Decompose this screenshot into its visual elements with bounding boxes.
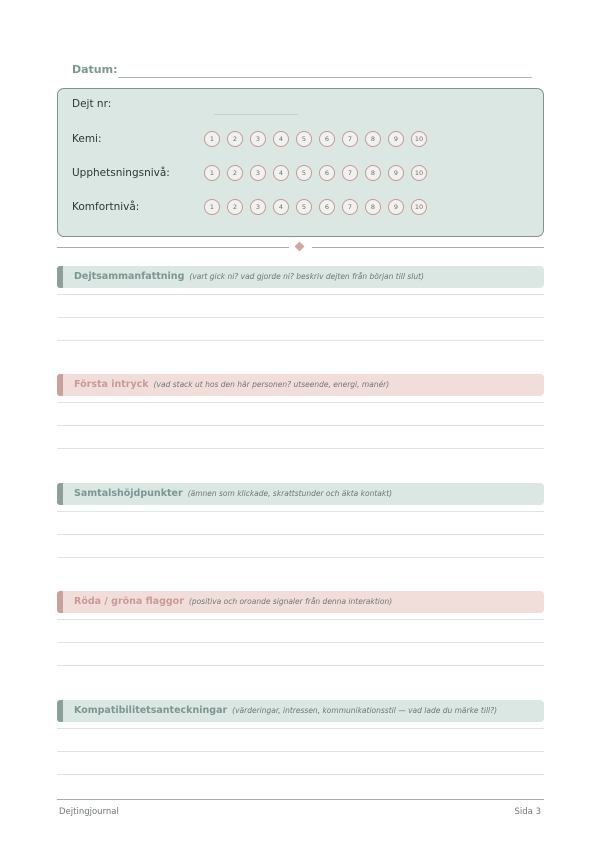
rating-option-8[interactable]: 8 (365, 199, 381, 215)
section-accent-bar (57, 591, 63, 613)
write-line[interactable] (57, 665, 544, 666)
divider-line-left (57, 247, 289, 248)
section-hint: (positiva och oroande signaler från denna interaktion) (188, 597, 393, 606)
section-hint: (vart gick ni? vad gjorde ni? beskriv dejten från början till slut) (189, 272, 424, 281)
write-line[interactable] (57, 294, 544, 295)
write-line[interactable] (57, 402, 544, 403)
rating-option-6[interactable]: 6 (319, 199, 335, 215)
section-compatibility-notes (57, 700, 544, 722)
write-line[interactable] (57, 534, 544, 535)
section-title-wrap (74, 379, 389, 390)
diamond-icon (295, 242, 305, 252)
date-info-panel (57, 88, 544, 237)
section-header (57, 483, 544, 505)
date-row (72, 63, 532, 79)
rating-option-5[interactable]: 5 (296, 165, 312, 181)
section-hint: (ämnen som klickade, skrattstunder och äkta kontakt) (187, 489, 393, 498)
section-title: Dejtsammanfattning (74, 271, 185, 282)
date-write-line[interactable] (118, 77, 532, 78)
section-title-wrap (74, 271, 424, 282)
section-accent-bar (57, 700, 63, 722)
write-line[interactable] (57, 642, 544, 643)
rating-option-4[interactable]: 4 (273, 131, 289, 147)
section-header (57, 266, 544, 288)
rating-option-8[interactable]: 8 (365, 165, 381, 181)
section-header (57, 700, 544, 722)
section-date-summary (57, 266, 544, 288)
rating-option-1[interactable]: 1 (204, 165, 220, 181)
section-red-green-flags (57, 591, 544, 613)
write-line[interactable] (57, 340, 544, 341)
rating-label-comfort: Komfortnivå: (72, 201, 140, 213)
section-title-wrap (74, 488, 392, 499)
write-line[interactable] (57, 619, 544, 620)
rating-option-2[interactable]: 2 (227, 131, 243, 147)
section-accent-bar (57, 483, 63, 505)
date-label: Datum: (72, 63, 118, 76)
rating-option-7[interactable]: 7 (342, 131, 358, 147)
rating-option-9[interactable]: 9 (388, 131, 404, 147)
section-title: Samtalshöjdpunkter (74, 488, 183, 499)
dejt-nr-write-line[interactable] (214, 114, 298, 115)
rating-option-4[interactable]: 4 (273, 165, 289, 181)
ornament-divider (57, 242, 544, 253)
rating-option-10[interactable]: 10 (411, 131, 427, 147)
section-accent-bar (57, 266, 63, 288)
rating-option-5[interactable]: 5 (296, 131, 312, 147)
rating-option-10[interactable]: 10 (411, 165, 427, 181)
section-title: Röda / gröna flaggor (74, 596, 184, 607)
rating-option-7[interactable]: 7 (342, 165, 358, 181)
rating-option-9[interactable]: 9 (388, 199, 404, 215)
rating-label-chemistry: Kemi: (72, 133, 102, 145)
rating-option-9[interactable]: 9 (388, 165, 404, 181)
rating-label-excitement: Upphetsningsnivå: (72, 167, 170, 179)
section-accent-bar (57, 374, 63, 396)
section-conversation-highlights (57, 483, 544, 505)
write-line[interactable] (57, 774, 544, 775)
rating-option-5[interactable]: 5 (296, 199, 312, 215)
section-hint: (vad stack ut hos den här personen? utseende, energi, manér) (153, 380, 390, 389)
rating-option-2[interactable]: 2 (227, 199, 243, 215)
section-title-wrap (74, 705, 497, 716)
write-line[interactable] (57, 751, 544, 752)
section-title-wrap (74, 596, 392, 607)
footer-journal-name: Dejtingjournal (59, 807, 119, 817)
section-hint: (värderingar, intressen, kommunikationsstil — vad lade du märke till?) (232, 706, 498, 715)
rating-option-6[interactable]: 6 (319, 165, 335, 181)
rating-option-2[interactable]: 2 (227, 165, 243, 181)
section-header (57, 374, 544, 396)
footer-page-number: Sida 3 (514, 807, 541, 817)
rating-option-1[interactable]: 1 (204, 199, 220, 215)
dejt-nr-label: Dejt nr: (72, 98, 112, 110)
write-line[interactable] (57, 557, 544, 558)
rating-option-3[interactable]: 3 (250, 165, 266, 181)
section-title: Kompatibilitetsanteckningar (74, 705, 228, 716)
write-line[interactable] (57, 448, 544, 449)
section-header (57, 591, 544, 613)
section-title: Första intryck (74, 379, 149, 390)
rating-option-7[interactable]: 7 (342, 199, 358, 215)
write-line[interactable] (57, 511, 544, 512)
rating-option-8[interactable]: 8 (365, 131, 381, 147)
rating-option-1[interactable]: 1 (204, 131, 220, 147)
divider-line-right (312, 247, 544, 248)
write-line[interactable] (57, 728, 544, 729)
rating-option-3[interactable]: 3 (250, 199, 266, 215)
footer-divider (57, 799, 544, 800)
rating-option-4[interactable]: 4 (273, 199, 289, 215)
rating-option-10[interactable]: 10 (411, 199, 427, 215)
rating-option-6[interactable]: 6 (319, 131, 335, 147)
write-line[interactable] (57, 425, 544, 426)
write-line[interactable] (57, 317, 544, 318)
section-first-impression (57, 374, 544, 396)
rating-option-3[interactable]: 3 (250, 131, 266, 147)
